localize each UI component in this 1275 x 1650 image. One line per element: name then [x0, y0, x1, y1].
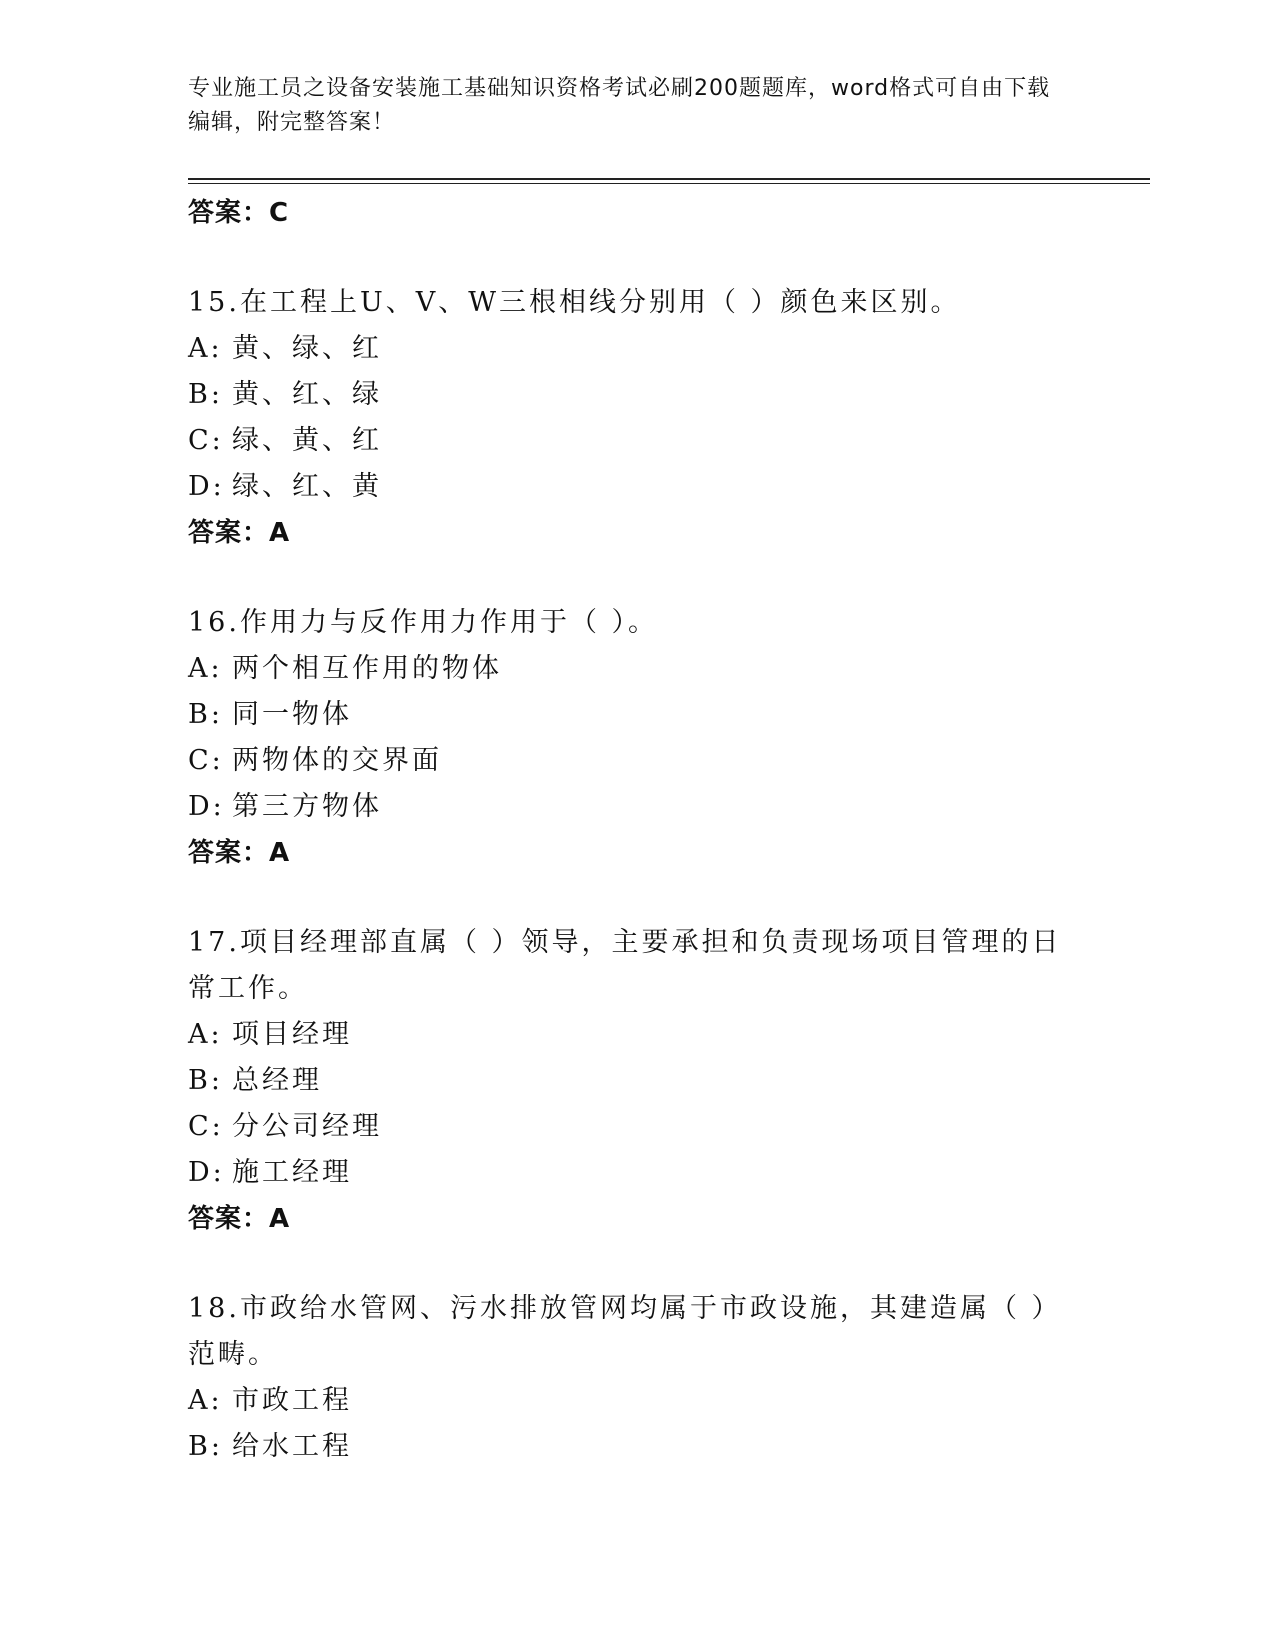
option-d: [188, 784, 1068, 830]
question-16: [188, 600, 1068, 876]
header-divider-thin: [188, 183, 1150, 184]
option-text: 两个相互作用的物体: [232, 653, 502, 684]
option-c: [188, 1104, 1068, 1150]
document-header: 专业施工员之设备安装施工基础知识资格考试必刷200题题库，word格式可自由下载编辑，附完整答案！: [188, 76, 1051, 135]
answer-label: 答案：A: [188, 838, 291, 868]
option-letter: B:: [188, 699, 223, 730]
answer-label: 答案：A: [188, 518, 291, 548]
option-text: 市政工程: [232, 1385, 352, 1416]
option-text: 分公司经理: [232, 1111, 382, 1142]
option-letter: C:: [188, 425, 224, 456]
option-text: 两物体的交界面: [232, 745, 442, 776]
option-text: 绿、黄、红: [232, 425, 382, 456]
question-text: 18.市政给水管网、污水排放管网均属于市政设施，其建造属（ ）范畴。: [188, 1293, 1062, 1370]
option-letter: D:: [188, 791, 225, 822]
option-a: [188, 1378, 1068, 1424]
option-letter: A:: [188, 333, 223, 364]
question-text: 16.作用力与反作用力作用于（ ）。: [188, 607, 659, 638]
option-b: [188, 1424, 1068, 1470]
option-text: 绿、红、黄: [232, 471, 382, 502]
option-text: 黄、红、绿: [232, 379, 382, 410]
option-b: [188, 1058, 1068, 1104]
question-text: 15.在工程上U、V、W三根相线分别用（ ）颜色来区别。: [188, 287, 961, 318]
question-18: [188, 1286, 1068, 1470]
option-text: 同一物体: [232, 699, 352, 730]
option-letter: B:: [188, 1065, 223, 1096]
question-15: [188, 280, 1068, 556]
question-list: [188, 190, 1068, 1470]
question-text: 17.项目经理部直属（ ）领导，主要承担和负责现场项目管理的日常工作。: [188, 927, 1062, 1004]
option-letter: A:: [188, 1019, 223, 1050]
option-text: 总经理: [232, 1065, 322, 1096]
option-text: 给水工程: [232, 1431, 352, 1462]
option-letter: D:: [188, 471, 225, 502]
option-c: [188, 418, 1068, 464]
option-d: [188, 1150, 1068, 1196]
option-letter: B:: [188, 1431, 223, 1462]
option-letter: C:: [188, 1111, 224, 1142]
option-a: [188, 646, 1068, 692]
option-d: [188, 464, 1068, 510]
option-text: 黄、绿、红: [232, 333, 382, 364]
option-letter: A:: [188, 653, 223, 684]
question-17: [188, 920, 1068, 1242]
option-text: 施工经理: [232, 1157, 352, 1188]
option-a: [188, 1012, 1068, 1058]
option-text: 第三方物体: [232, 791, 382, 822]
option-letter: B:: [188, 379, 223, 410]
option-b: [188, 692, 1068, 738]
option-c: [188, 738, 1068, 784]
header-divider-thick: [188, 178, 1150, 180]
option-letter: D:: [188, 1157, 225, 1188]
option-text: 项目经理: [232, 1019, 352, 1050]
answer-label: 答案：A: [188, 1204, 291, 1234]
option-b: [188, 372, 1068, 418]
option-a: [188, 326, 1068, 372]
option-letter: A:: [188, 1385, 223, 1416]
answer-label: 答案：C: [188, 198, 290, 228]
option-letter: C:: [188, 745, 224, 776]
